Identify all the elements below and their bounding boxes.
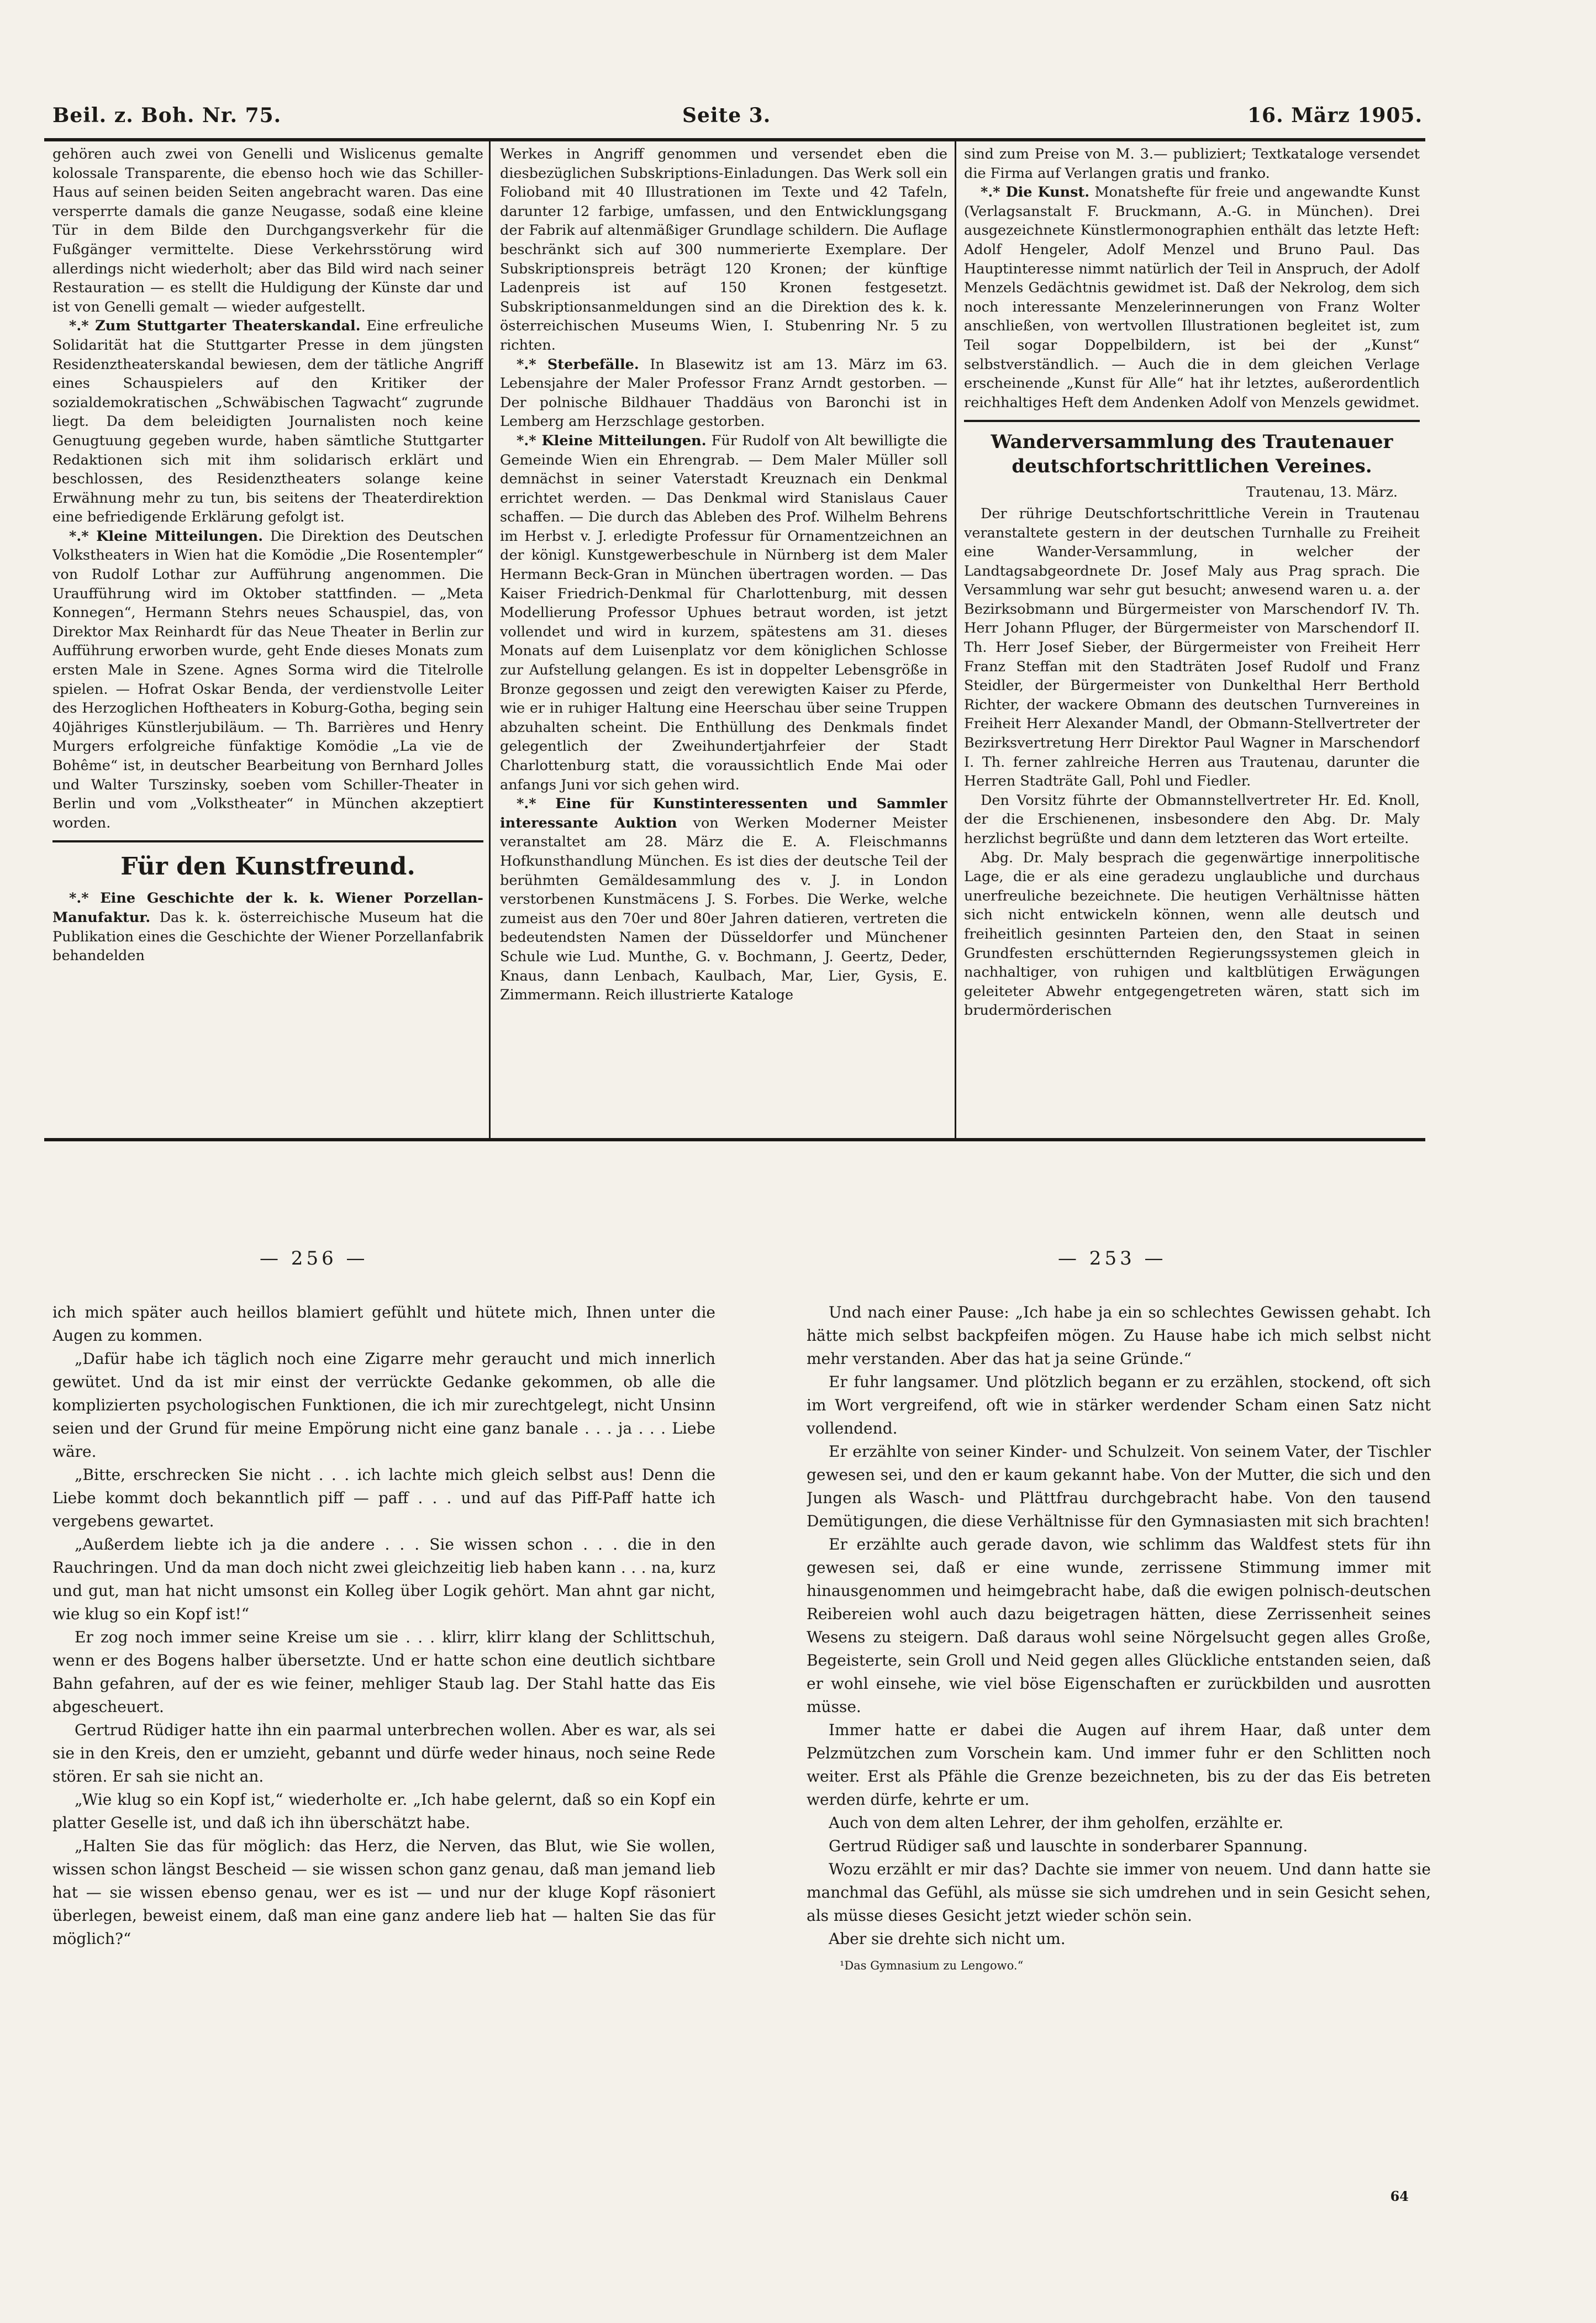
header-date: 16. März 1905.	[1247, 104, 1423, 127]
section-rule	[52, 840, 483, 842]
column-divider	[489, 141, 491, 1138]
article-text: Werkes in Angriff genommen und versendet eben die diesbezüglichen Subskriptions-Einladungen. Das Werk soll ein Folioband mit 40 Illustrationen im Texte und 42 Tafeln, darunter 12 farbige, umfassen, und den Entwicklungsgang der Fabrik auf altenmäßiger Grundlage schildern. Die Auflage beschränkt sich auf 300 nummerierte Exemplare. Der Subskriptionspreis beträgt 120 Kronen; der künftige Ladenpreis ist auf 150 Kronen festgesetzt. Subskriptionsanmeldungen sind an die Direktion des k. k. österreichischen Museums Wien, I. Stubenring Nr. 5 zu richten.	[500, 146, 947, 354]
article-text: Monatshefte für freie und angewandte Kunst (Verlagsanstalt F. Bruckmann, A.-G. in München). Drei ausgezeichnete Künstlermonographien enthält das letzte Heft: Adolf Hengeler, Adolf Menzel und Bruno Paul. Das Hauptinteresse nimmt natürlich der Teil in Anspruch, der Adolf Menzels Gedächtnis gewidmet ist. Daß der Nekrolog, dem sich noch interessante Menzelerinnerungen von Franz Wolter anschließen, von wertvollen Illustrationen begleitet ist, zum Teil sogar Doppelbildern, ist bei der „Kunst“ selbstverständlich. — Auch die in dem gleichen Verlage erscheinende „Kunst für Alle“ hat ihr letztes, außerordentlich reichhaltiges Heft dem Andenken Adolf von Menzels gewidmet.	[964, 184, 1420, 411]
section-rule	[964, 420, 1420, 422]
story-text: Er fuhr langsamer. Und plötzlich begann er zu erzählen, stockend, oft sich im Wort vergreifend, oft wie in stärker werdender Scham einen Satz nicht vollendend.	[807, 1373, 1431, 1437]
article-text: In Blasewitz ist am 13. März im 63. Lebensjahre der Maler Professor Franz Arndt gestorben. — Der polnische Bildhauer Thaddäus von Baronchi ist in Lemberg am Herzschlage gestorben.	[500, 356, 947, 430]
article-lead: *.* Die Kunst.	[981, 184, 1090, 201]
article-text: Der rührige Deutschfortschrittliche Verein in Trautenau veranstaltete gestern in der deutschen Turnhalle zu Freiheit eine Wander-Versammlung, in welcher der Landtagsabgeordnete Dr. Josef Maly aus Prag sprach. Die Versammlung war sehr gut besucht; anwesend waren u. a. der Bezirksobmann und Bürgermeister von Marschendorf IV. Th. Herr Johann Pfluger, der Bürgermeister von Marschendorf II. Th. Herr Josef Sieber, der Bürgermeister von Freiheit Herr Franz Steffan mit den Stadträten Josef Rudolf und Franz Steidler, der Bürgermeister von Dunkelthal Herr Berthold Richter, der wackere Obmann des deutschen Turnvereines in Freiheit Herr Alexander Mandl, der Obmann-Stellvertreter der Bezirksvertretung Herr Direktor Paul Wagner in Marschendorf I. Th. ferner zahlreiche Herren aus Trautenau, darunter die Herren Stadträte Gall, Pohl und Fiedler.	[964, 505, 1420, 790]
story-text: Auch von dem alten Lehrer, der ihm geholfen, erzählte er.	[829, 1814, 1284, 1832]
article-text: von Werken Moderner Meister veranstaltet am 28. März die E. A. Fleischmanns Hofkunsthandlung München. Es ist dies der deutsche Teil der berühmten Gemäldesammlung des v. J. in London verstorbenen Kunstmäcens J. S. Forbes. Die Werke, welche zumeist aus den 70er und 80er Jahren datieren, vertreten die bedeutendsten Namen der Düsseldorfer und Münchener Schule wie Lud. Munthe, G. v. Bochmann, J. Geertz, Deder, Knaus, dann Lenbach, Kaulbach, Mar, Lier, Gysis, E. Zimmermann. Reich illustrierte Kataloge	[500, 814, 947, 1004]
article-text: sind zum Preise von M. 3.— publiziert; Textkataloge versendet die Firma auf Verlangen gratis und franko.	[964, 146, 1420, 182]
footnote: ¹Das Gymnasium zu Lengowo.“	[840, 1959, 1024, 1972]
article-paragraph	[964, 183, 1420, 412]
story-text: Er zog noch immer seine Kreise um sie . . . klirr, klirr klang der Schlittschuh, wenn er des Bogens halber übersetzte. Und er hatte schon eine deutlich sichtbare Bahn gefahren, auf der es wie feiner, mehliger Staub lag. Der Stahl hatte das Eis abgescheuert.	[52, 1628, 715, 1716]
header-rule	[44, 138, 1425, 141]
article-paragraph	[500, 431, 947, 794]
story-text: „Halten Sie das für möglich: das Herz, die Nerven, das Blut, wie Sie wollen, wissen schon längst Bescheid — sie wissen schon ganz genau, daß man jemand lieb hat — sie wissen ebenso genau, wer es ist — und nur der kluge Kopf räsoniert überlegen, beweist einem, daß man eine ganz andere lieb hat — halten Sie das für möglich?“	[52, 1837, 715, 1948]
article-text: Das k. k. österreichische Museum hat die Publikation eines die Geschichte der Wiener Porzellanfabrik behandelden	[52, 909, 483, 965]
story-text: Immer hatte er dabei die Augen auf ihrem Haar, daß unter dem Pelzmützchen zum Vorschein kam. Und immer fuhr er den Schlitten noch weiter. Erst als Pfähle die Grenze bezeichneten, bis zu der das Eis betreten werden dürfe, kehrte er um.	[807, 1721, 1431, 1809]
article-text: Die Direktion des Deutschen Volkstheaters in Wien hat die Komödie „Die Rosentempler“ von Rudolf Lothar zur Aufführung angenommen. Die Uraufführung wird im Oktober stattfinden. — „Meta Konnegen“, Hermann Stehrs neues Schauspiel, das, von Direktor Max Reinhardt für das Neue Theater in Berlin zur Aufführung erworben wurde, geht Ende dieses Monats zum ersten Male in Szene. Agnes Sorma wird die Titelrolle spielen. — Hofrat Oskar Benda, der verdienstvolle Leiter des Herzoglichen Hoftheaters in Koburg-Gotha, beging sein 40jähriges Künstlerjubiläum. — Th. Barrières und Henry Murgers erfolgreiche fünfaktige Komödie „La vie de Bohême“ ist, in deutscher Bearbeitung von Bernhard Jolles und Walter Turszinsky, soeben vom Schiller-Theater in Berlin und vom „Volkstheater“ in München akzeptiert worden.	[52, 528, 483, 831]
article-text: Für Rudolf von Alt bewilligte die Gemeinde Wien ein Ehrengrab. — Dem Maler Müller soll demnächst in seiner Vaterstadt Kreuznach ein Denkmal errichtet werden. — Das Denkmal wird Stanislaus Cauer schaffen. — Die durch das Ableben des Prof. Wilhelm Behrens im Herbst v. J. erledigte Professur für Ornamentzeichnen an der königl. Kunstgewerbeschule in Nürnberg ist dem Maler Hermann Beck-Gran in München übertragen worden. — Das Kaiser Friedrich-Denkmal für Charlottenburg, mit dessen Modellierung Professor Uphues betraut worden, ist jetzt vollendet und wird in kurzem, spätestens am 31. dieses Monats auf dem Luisenplatz vor dem königlichen Schlosse zur Aufstellung gelangen. Es ist in doppelter Lebensgröße in Bronze gegossen und zeigt den verewigten Kaiser zu Pferde, wie er in ruhiger Haltung eine Heerschau über seine Truppen abzuhalten scheint. Die Enthüllung des Denkmals findet gelegentlich der Zweihundertjahrfeier der Stadt Charlottenburg statt, die voraussichtlich Ende Mai oder anfangs Juni vor sich gehen wird.	[500, 432, 947, 793]
column-divider	[955, 141, 956, 1138]
article-text: Eine erfreuliche Solidarität hat die Stuttgarter Presse in dem jüngsten Residenztheaterskandal bewiesen, dem der tätliche Angriff eines Schauspielers auf den Kritiker der sozialdemokratischen „Schwäbischen Tagwacht“ zugrunde liegt. Da dem beleidigten Journalisten noch keine Genugtuung gegeben wurde, haben sämtliche Stuttgarter Redaktionen sich mit ihm solidarisch erklärt und beschlossen, des Residenztheaters solange keine Erwähnung mehr zu tun, bis seitens der Theaterdirektion eine befriedigende Erklärung gefolgt ist.	[52, 318, 483, 526]
article-lead: *.* Kleine Mitteilungen.	[517, 432, 707, 449]
article-text: Abg. Dr. Maly besprach die gegenwärtige innerpolitische Lage, die er als eine geradezu unglaubliche und durchaus unerfreuliche bezeichnete. Die heutigen Verhältnisse hätten sich nicht entwickeln können, wenn alle deutsch und freiheitlich gesinnten Parteien den, den Staat in seinen Grundfesten erschütternden Regierungssystemen gleich in nachhaltiger, von ruhigen und kaltblütigen Erwägungen geleiteter Abwehr entgegengetreten wären, statt sich im brudermörderischen	[964, 849, 1420, 1019]
footer-rule	[44, 1138, 1425, 1141]
story-text: „Dafür habe ich täglich noch eine Zigarre mehr geraucht und mich innerlich gewütet. Und da ist mir einst der verrückte Gedanke gekommen, ob alle die komplizierten psychologischen Funktionen, die ich mir zurechtgelegt, nicht Unsinn seien und der Grund für meine Empörung nicht eine ganz banale . . . ja . . . Liebe wäre.	[52, 1350, 715, 1461]
article-text: Den Vorsitz führte der Obmannstellvertreter Hr. Ed. Knoll, der die Erschienenen, insbesondere den Abg. Dr. Maly herzlichst begrüßte und dann dem letzteren das Wort erteilte.	[964, 792, 1420, 847]
article-paragraph	[52, 889, 483, 965]
story-text: ich mich später auch heillos blamiert gefühlt und hütete mich, Ihnen unter die Augen zu kommen.	[52, 1303, 715, 1345]
article-heading: Wanderversammlung des Trautenauer deutschfortschrittlichen Vereines.	[991, 431, 1393, 478]
story-text: „Bitte, erschrecken Sie nicht . . . ich lachte mich gleich selbst aus! Denn die Liebe kommt doch bekanntlich piff — paff . . . und auf das Piff-Paff hatte ich vergebens gewartet.	[52, 1466, 715, 1530]
page-header	[52, 98, 1423, 137]
story-text: Er erzählte auch gerade davon, wie schlimm das Waldfest stets für ihn gewesen sei, daß er eine wunde, zerrissene Stimmung immer mit hinausgenommen und heimgebracht habe, daß die ewigen polnisch-deutschen Reibereien wohl auch dazu beigetragen hätten, diese Zerrissenheit seines Wesens zu steigern. Daß daraus wohl seine Nörgelsucht gegen alles Große, Begeisterte, sein Groll und Neid gegen alles Glückliche entstanden seien, daß er wohl einsehe, wie viel böse Eigenschaften er zurückbilden und ausrotten müsse.	[807, 1535, 1431, 1716]
article-lead: *.* Eine Geschichte der k. k. Wiener Porzellan-Manufaktur.	[52, 890, 483, 926]
article-lead: *.* Zum Stuttgarter Theaterskandal.	[69, 318, 361, 335]
section-title: Für den Kunstfreund.	[120, 852, 415, 881]
book-page-number-right: — 253 —	[1058, 1247, 1167, 1270]
story-text: Wozu erzählt er mir das? Dachte sie immer von neuem. Und dann hatte sie manchmal das Gefühl, als müsse sie sich umdrehen und in sein Gesicht sehen, als müsse dieses Gesicht jetzt wieder schön sein.	[807, 1860, 1431, 1925]
signature-mark: 64	[1390, 2188, 1409, 2204]
story-text: Gertrud Rüdiger hatte ihn ein paarmal unterbrechen wollen. Aber es war, als sei sie in den Kreis, den er umzieht, gebannt und dürfe weder hinaus, noch seine Rede stören. Er sah sie nicht an.	[52, 1721, 715, 1785]
article-paragraph	[500, 355, 947, 431]
story-text: „Außerdem liebte ich ja die andere . . . Sie wissen schon . . . die in den Rauchringen. Und da man doch nicht zwei gleichzeitig lieb haben kann . . . na, kurz und gut, man hat nicht umsonst ein Kolleg über Logik gehört. Man ahnt gar nicht, wie klug so ein Kopf ist!“	[52, 1535, 715, 1623]
article-lead: *.* Kleine Mitteilungen.	[69, 528, 264, 545]
dateline: Trautenau, 13. März.	[1246, 484, 1398, 501]
article-paragraph	[52, 527, 483, 833]
story-text: Aber sie drehte sich nicht um.	[829, 1930, 1066, 1948]
column-3	[964, 145, 1420, 1134]
story-text: Gertrud Rüdiger saß und lauschte in sonderbarer Spannung.	[829, 1837, 1308, 1855]
article-text: gehören auch zwei von Genelli und Wislicenus gemalte kolossale Transparente, die ebenso hoch wie das Schiller-Haus auf seinen beiden Seiten angebracht waren. Das eine versperrte damals die ganze Neugasse, sodaß eine kleine Tür in dem Bilde den Durchgangsverkehr für die Fußgänger vermittelte. Diese Verkehrsstörung wird allerdings nicht wiederholt; aber das Bild wird nach seiner Restauration — es stellt die Huldigung der Künste dar und ist von Genelli gemalt — wieder aufgestellt.	[52, 146, 483, 315]
column-2	[500, 145, 947, 1134]
story-text: Er erzählte von seiner Kinder- und Schulzeit. Von seinem Vater, der Tischler gewesen sei, und den er kaum gekannt habe. Von der Mutter, die sich und den Jungen als Wasch- und Plättfrau durchgebracht habe. Von den tausend Demütigungen, die diese Verhältnisse für den Gymnasiasten mit sich brachten!	[807, 1442, 1431, 1530]
story-text: „Wie klug so ein Kopf ist,“ wiederholte er. „Ich habe gelernt, daß so ein Kopf ein platter Geselle ist, und daß ich ihn überschätzt habe.	[52, 1790, 715, 1832]
article-lead: *.* Eine für Kunstinteressenten und Sammler interessante Auktion	[500, 796, 947, 831]
book-page-left	[52, 1301, 715, 2229]
story-text: Und nach einer Pause: „Ich habe ja ein so schlechtes Gewissen gehabt. Ich hätte mich selbst backpfeifen mögen. Zu Hause habe ich mich selbst nicht mehr verstanden. Aber das hat ja seine Gründe.“	[807, 1303, 1431, 1368]
header-supplement-number: Beil. z. Boh. Nr. 75.	[52, 104, 282, 127]
book-page-right	[807, 1301, 1431, 2229]
article-paragraph	[52, 317, 483, 527]
header-page-number: Seite 3.	[682, 104, 771, 127]
article-lead: *.* Sterbefälle.	[517, 356, 639, 373]
book-page-number-left: — 256 —	[260, 1247, 368, 1270]
article-paragraph	[500, 794, 947, 1005]
column-1	[52, 145, 483, 1134]
